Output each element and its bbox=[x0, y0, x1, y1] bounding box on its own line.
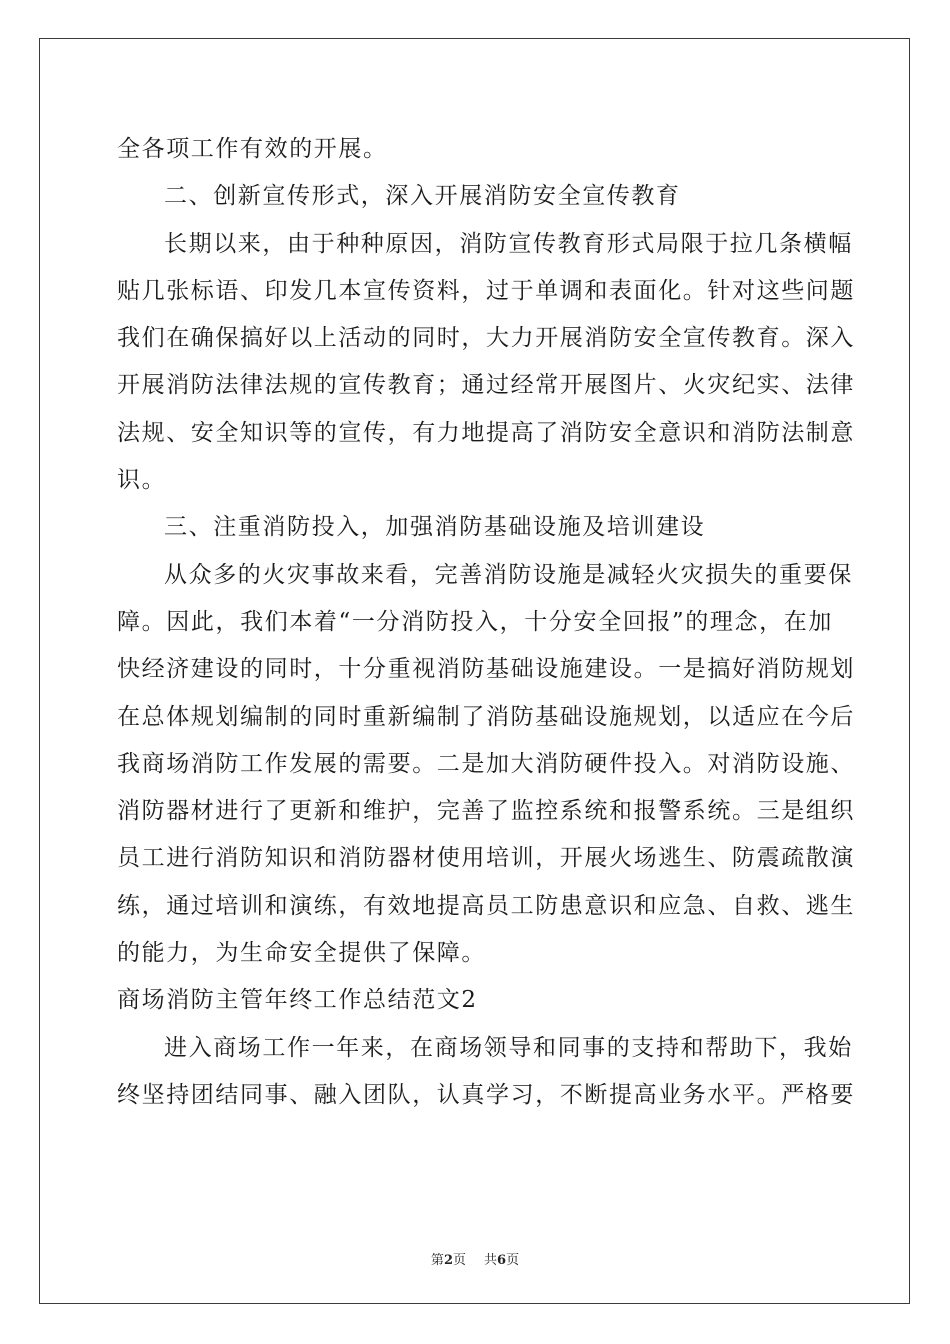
text-line: 障。因此，我们本着“一分消防投入，十分安全回报”的理念，在加 bbox=[117, 608, 833, 635]
text-line: 开展消防法律法规的宣传教育；通过经常开展图片、火灾纪实、法律 bbox=[117, 372, 855, 399]
text-line: 快经济建设的同时，十分重视消防基础设施建设。一是搞好消防规划 bbox=[117, 656, 855, 683]
text-line: 长期以来，由于种种原因，消防宣传教育形式局限于拉几条横幅 bbox=[164, 230, 853, 257]
text-line: 从众多的火灾事故来看，完善消防设施是减轻火灾损失的重要保 bbox=[164, 561, 853, 588]
total-prefix: 共 bbox=[484, 1253, 498, 1268]
text-line: 法规、安全知识等的宣传，有力地提高了消防安全意识和消防法制意 bbox=[117, 419, 855, 446]
page-prefix: 第 bbox=[430, 1253, 444, 1268]
text-line: 在总体规划编制的同时重新编制了消防基础设施规划，以适应在今后 bbox=[117, 703, 855, 730]
text-line: 贴几张标语、印发几本宣传资料，过于单调和表面化。针对这些问题 bbox=[117, 277, 855, 304]
text-line: 我商场消防工作发展的需要。二是加大消防硬件投入。对消防设施、 bbox=[117, 750, 855, 777]
text-line: 三、注重消防投入，加强消防基础设施及培训建设 bbox=[164, 514, 706, 541]
total-pages: 6 bbox=[497, 1253, 507, 1268]
text-line: 商场消防主管年终工作总结范文2 bbox=[117, 987, 478, 1014]
text-line: 我们在确保搞好以上活动的同时，大力开展消防安全宣传教育。深入 bbox=[117, 325, 855, 352]
text-line: 二、创新宣传形式，深入开展消防安全宣传教育 bbox=[164, 183, 681, 210]
text-line: 的能力，为生命安全提供了保障。 bbox=[117, 940, 486, 967]
page-number: 2 bbox=[443, 1253, 453, 1268]
page-footer bbox=[0, 1249, 950, 1268]
page-suffix: 页 bbox=[452, 1253, 466, 1268]
text-line: 全各项工作有效的开展。 bbox=[117, 136, 388, 162]
text-line: 终坚持团结同事、融入团队，认真学习，不断提高业务水平。严格要 bbox=[117, 1081, 855, 1108]
text-line: 练，通过培训和演练，有效地提高员工防患意识和应急、自救、逃生 bbox=[117, 892, 855, 919]
text-line: 员工进行消防知识和消防器材使用培训，开展火场逃生、防震疏散演 bbox=[117, 845, 855, 872]
text-line: 消防器材进行了更新和维护，完善了监控系统和报警系统。三是组织 bbox=[117, 798, 855, 825]
text-line: 识。 bbox=[117, 467, 167, 494]
text-line: 进入商场工作一年来，在商场领导和同事的支持和帮助下，我始 bbox=[164, 1034, 853, 1061]
total-suffix: 页 bbox=[506, 1253, 520, 1268]
document-body bbox=[117, 126, 855, 1119]
